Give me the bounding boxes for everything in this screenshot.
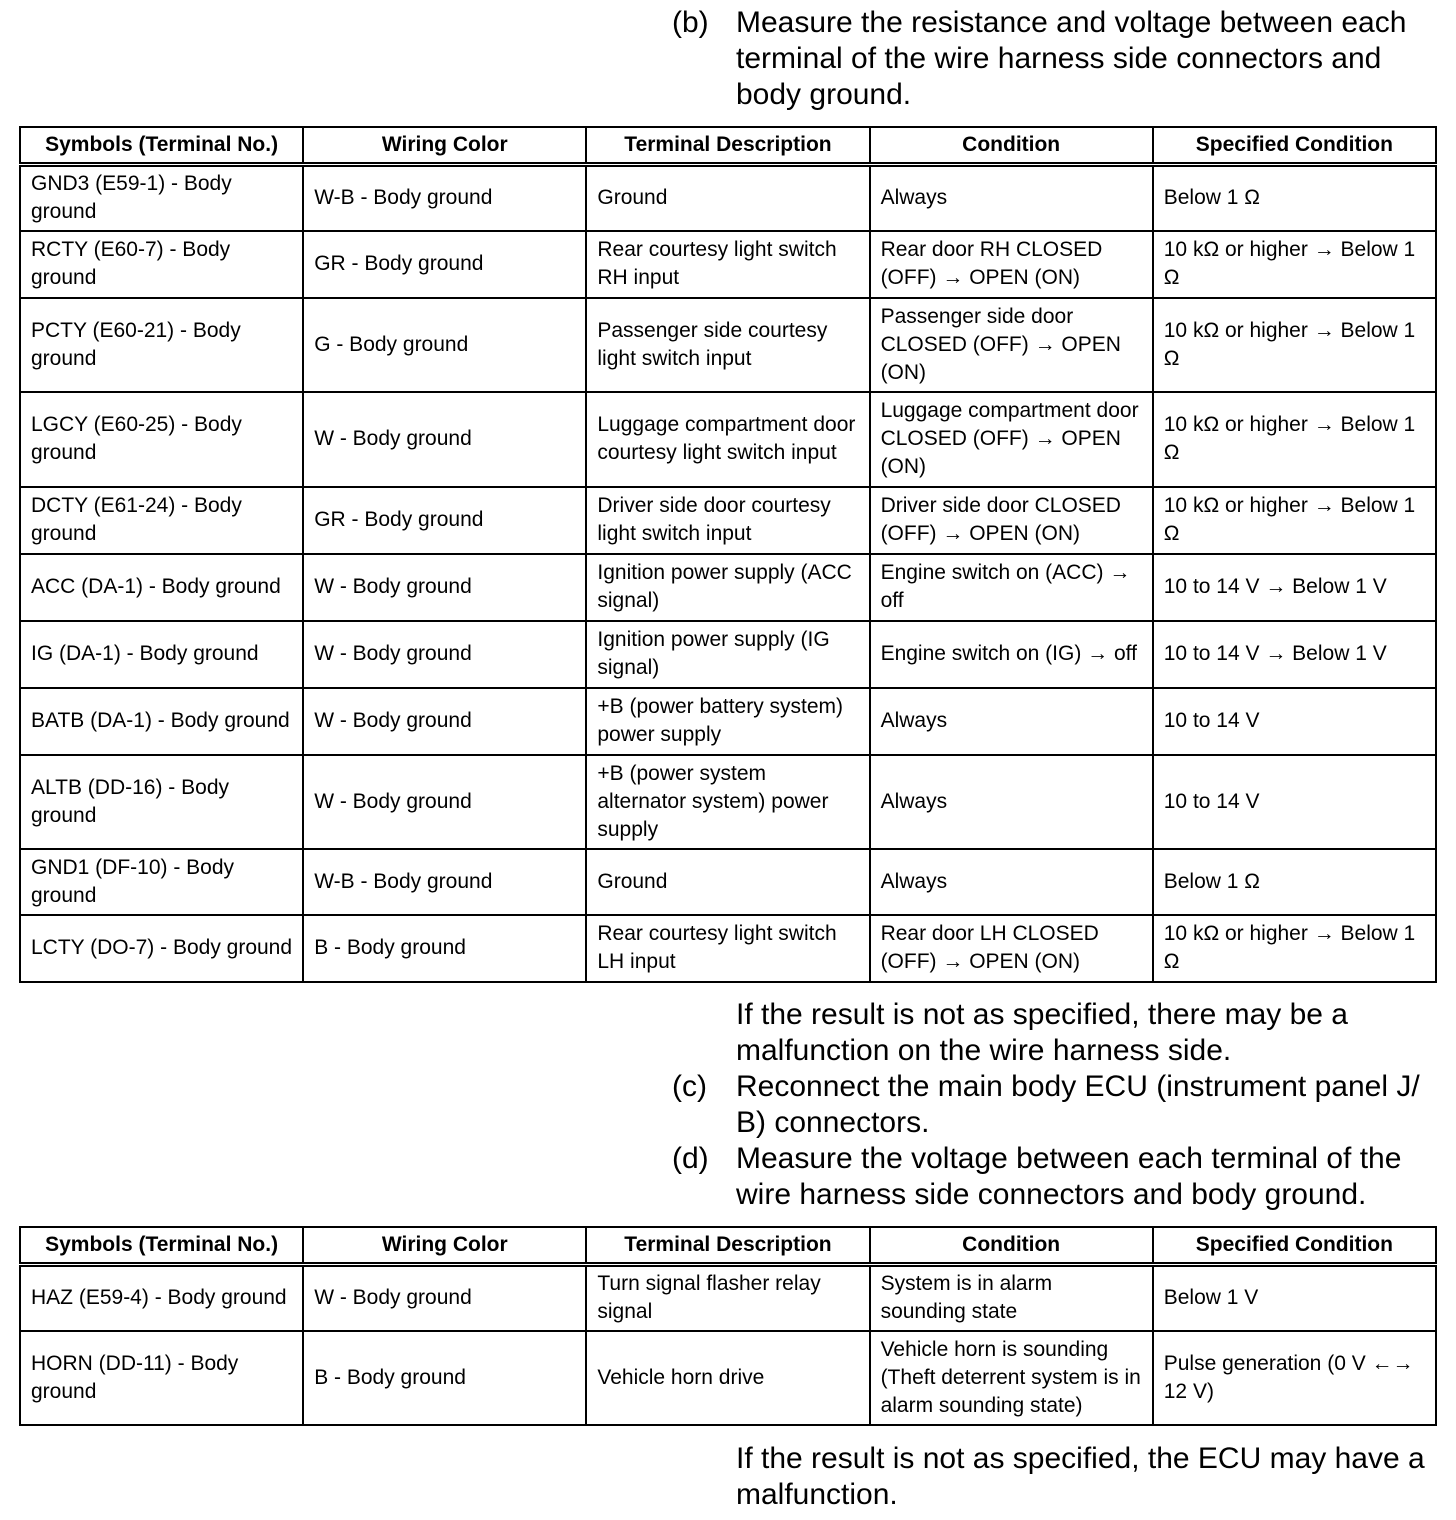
table-row — [20, 915, 1436, 982]
cell-description: Ground — [586, 849, 869, 915]
cell-condition: Vehicle horn is sounding (Theft deterrent system is in alarm sounding state) — [870, 1331, 1153, 1425]
cell-condition: Engine switch on (IG) → off — [870, 621, 1153, 688]
cell-condition: Always — [870, 688, 1153, 755]
cell-symbol: ACC (DA-1) - Body ground — [20, 554, 303, 621]
table-row — [20, 165, 1436, 231]
cell-specified: Below 1 Ω — [1153, 849, 1436, 915]
header-terminal-description: Terminal Description — [586, 127, 869, 165]
header-wiring-color: Wiring Color — [303, 127, 586, 165]
step-b-letter: (b) — [672, 6, 709, 39]
header-specified-condition: Specified Condition — [1153, 127, 1436, 165]
cell-condition: Engine switch on (ACC) → off — [870, 554, 1153, 621]
cell-wiring-color: W - Body ground — [303, 392, 586, 487]
cell-description: Turn signal flasher relay signal — [586, 1265, 869, 1331]
table-row — [20, 688, 1436, 755]
cell-condition: Luggage compartment door CLOSED (OFF) → OPEN (ON) — [870, 392, 1153, 487]
note-d — [672, 1441, 1442, 1513]
cell-condition: Always — [870, 849, 1153, 915]
cell-wiring-color: GR - Body ground — [303, 487, 586, 554]
cell-wiring-color: W-B - Body ground — [303, 165, 586, 231]
cell-wiring-color: W - Body ground — [303, 755, 586, 849]
voltage-table — [19, 1226, 1437, 1426]
cell-description: Ignition power supply (IG signal) — [586, 621, 869, 688]
cell-symbol: RCTY (E60-7) - Body ground — [20, 231, 303, 298]
cell-wiring-color: W-B - Body ground — [303, 849, 586, 915]
cell-wiring-color: W - Body ground — [303, 554, 586, 621]
step-d-instruction: Measure the voltage between each terminal of the wire harness side connectors and body ground. — [736, 1142, 1402, 1211]
header-symbols: Symbols (Terminal No.) — [20, 1227, 303, 1265]
step-d-letter: (d) — [672, 1142, 709, 1175]
table-row — [20, 231, 1436, 298]
cell-specified: 10 to 14 V → Below 1 V — [1153, 621, 1436, 688]
cell-symbol: LGCY (E60-25) - Body ground — [20, 392, 303, 487]
step-b — [672, 5, 1442, 113]
cell-condition: System is in alarm sounding state — [870, 1265, 1153, 1331]
cell-description: Driver side door courtesy light switch input — [586, 487, 869, 554]
cell-specified: 10 to 14 V — [1153, 755, 1436, 849]
cell-description: Luggage compartment door courtesy light switch input — [586, 392, 869, 487]
cell-condition: Always — [870, 165, 1153, 231]
header-specified-condition: Specified Condition — [1153, 1227, 1436, 1265]
table-row — [20, 849, 1436, 915]
cell-condition: Driver side door CLOSED (OFF) → OPEN (ON) — [870, 487, 1153, 554]
cell-symbol: HAZ (E59-4) - Body ground — [20, 1265, 303, 1331]
table-row — [20, 392, 1436, 487]
cell-specified: Pulse generation (0 V ←→ 12 V) — [1153, 1331, 1436, 1425]
cell-specified: 10 to 14 V — [1153, 688, 1436, 755]
cell-specified: 10 to 14 V → Below 1 V — [1153, 554, 1436, 621]
cell-condition: Rear door RH CLOSED (OFF) → OPEN (ON) — [870, 231, 1153, 298]
cell-symbol: BATB (DA-1) - Body ground — [20, 688, 303, 755]
note-b-text: If the result is not as specified, there may be a malfunction on the wire harness side. — [736, 998, 1348, 1067]
step-d — [672, 1141, 1442, 1213]
cell-description: Ground — [586, 165, 869, 231]
cell-symbol: GND1 (DF-10) - Body ground — [20, 849, 303, 915]
cell-symbol: DCTY (E61-24) - Body ground — [20, 487, 303, 554]
table-row — [20, 487, 1436, 554]
cell-wiring-color: B - Body ground — [303, 1331, 586, 1425]
table-row — [20, 755, 1436, 849]
table-row — [20, 1265, 1436, 1331]
header-condition: Condition — [870, 127, 1153, 165]
table-header-row — [20, 1227, 1436, 1265]
cell-description: Rear courtesy light switch LH input — [586, 915, 869, 982]
cell-specified: 10 kΩ or higher → Below 1 Ω — [1153, 298, 1436, 392]
header-terminal-description: Terminal Description — [586, 1227, 869, 1265]
cell-symbol: IG (DA-1) - Body ground — [20, 621, 303, 688]
cell-specified: Below 1 V — [1153, 1265, 1436, 1331]
cell-wiring-color: GR - Body ground — [303, 231, 586, 298]
header-wiring-color: Wiring Color — [303, 1227, 586, 1265]
cell-specified: 10 kΩ or higher → Below 1 Ω — [1153, 915, 1436, 982]
cell-specified: 10 kΩ or higher → Below 1 Ω — [1153, 487, 1436, 554]
cell-wiring-color: W - Body ground — [303, 621, 586, 688]
cell-description: Vehicle horn drive — [586, 1331, 869, 1425]
cell-wiring-color: B - Body ground — [303, 915, 586, 982]
cell-symbol: GND3 (E59-1) - Body ground — [20, 165, 303, 231]
cell-description: +B (power system alternator system) power supply — [586, 755, 869, 849]
cell-wiring-color: G - Body ground — [303, 298, 586, 392]
step-c-letter: (c) — [672, 1070, 707, 1103]
step-b-instruction: Measure the resistance and voltage between each terminal of the wire harness side connectors and body ground. — [736, 6, 1407, 111]
table-row — [20, 1331, 1436, 1425]
table-header-row — [20, 127, 1436, 165]
cell-description: Passenger side courtesy light switch input — [586, 298, 869, 392]
step-c-instruction: Reconnect the main body ECU (instrument panel J/ B) connectors. — [736, 1070, 1420, 1139]
cell-symbol: LCTY (DO-7) - Body ground — [20, 915, 303, 982]
header-symbols: Symbols (Terminal No.) — [20, 127, 303, 165]
cell-wiring-color: W - Body ground — [303, 1265, 586, 1331]
cell-description: +B (power battery system) power supply — [586, 688, 869, 755]
cell-wiring-color: W - Body ground — [303, 688, 586, 755]
header-condition: Condition — [870, 1227, 1153, 1265]
resistance-voltage-table — [19, 126, 1437, 983]
cell-condition: Always — [870, 755, 1153, 849]
table-row — [20, 554, 1436, 621]
table-row — [20, 298, 1436, 392]
cell-symbol: HORN (DD-11) - Body ground — [20, 1331, 303, 1425]
cell-condition: Rear door LH CLOSED (OFF) → OPEN (ON) — [870, 915, 1153, 982]
cell-symbol: PCTY (E60-21) - Body ground — [20, 298, 303, 392]
cell-specified: Below 1 Ω — [1153, 165, 1436, 231]
cell-description: Ignition power supply (ACC signal) — [586, 554, 869, 621]
cell-specified: 10 kΩ or higher → Below 1 Ω — [1153, 392, 1436, 487]
cell-description: Rear courtesy light switch RH input — [586, 231, 869, 298]
note-b — [672, 997, 1442, 1069]
cell-condition: Passenger side door CLOSED (OFF) → OPEN (ON) — [870, 298, 1153, 392]
cell-symbol: ALTB (DD-16) - Body ground — [20, 755, 303, 849]
step-c — [672, 1069, 1442, 1141]
cell-specified: 10 kΩ or higher → Below 1 Ω — [1153, 231, 1436, 298]
table-row — [20, 621, 1436, 688]
note-d-text: If the result is not as specified, the ECU may have a malfunction. — [736, 1442, 1425, 1511]
